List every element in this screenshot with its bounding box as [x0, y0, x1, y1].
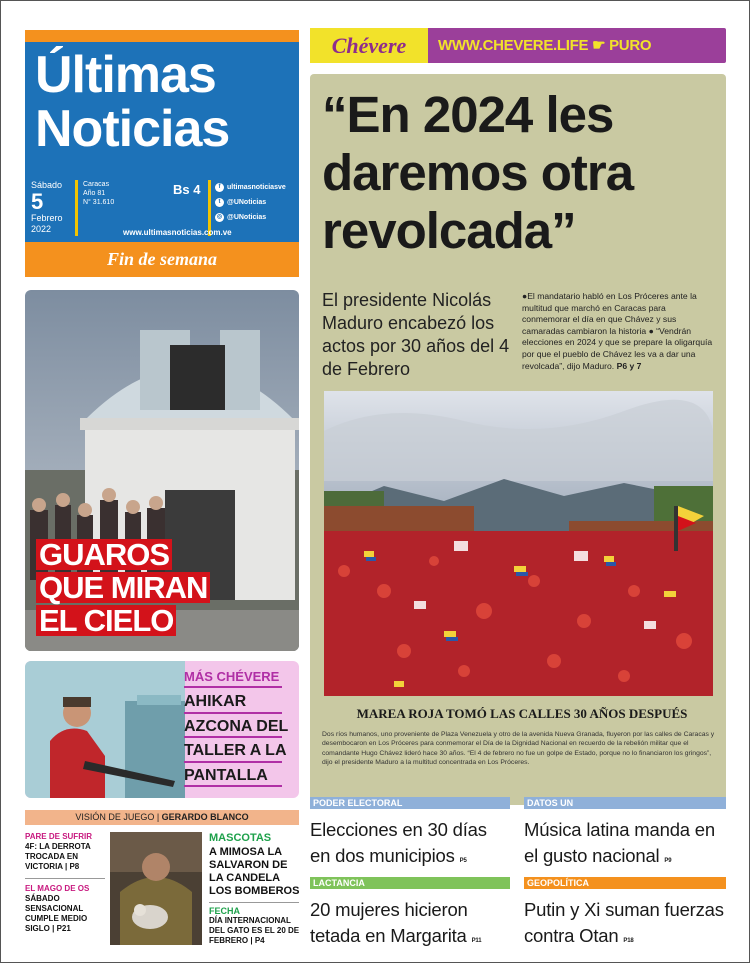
masthead — [25, 42, 299, 242]
brief-kicker: PARE DE SUFRIR — [25, 832, 92, 841]
price: Bs 4 — [173, 182, 201, 197]
chevere-tagline: WWW.CHEVERE.LIFE ☛ PURO — [438, 37, 652, 54]
headline-line: AHIKAR — [184, 693, 247, 710]
social-links — [215, 180, 286, 225]
section-label: Fin de semana — [25, 242, 299, 277]
divider — [209, 902, 299, 903]
mas-chevere-underline — [184, 686, 282, 688]
page-ref: P18 — [623, 938, 634, 944]
weekday: Sábado — [31, 180, 63, 190]
mascotas-headline[interactable]: A MIMOSA LA SALVARON DE LA CANDELA LOS BOMBEROS — [209, 846, 300, 897]
fecha-text[interactable]: DÍA INTERNACIONAL DEL GATO ES EL 20 DE FEBRERO | P4 — [209, 916, 300, 945]
month: Febrero — [31, 213, 63, 223]
fecha-kicker: FECHA — [209, 906, 240, 916]
mas-chevere-rule — [184, 712, 282, 714]
brief-text: SÁBADO SENSACIONAL CUMPLE MEDIO SIGLO — [25, 894, 88, 933]
headline-line3: EL CIELO — [36, 605, 176, 636]
main-headline[interactable]: “En 2024 les daremos otra revolcada” — [322, 86, 634, 259]
section-bar — [310, 877, 510, 889]
rally-crowd-image — [324, 391, 713, 696]
mas-chevere-rule — [184, 785, 282, 787]
issue-date — [31, 180, 63, 235]
brief-page: P8 — [69, 862, 80, 871]
firefighter-cat-image — [110, 832, 202, 945]
section-bar — [524, 797, 726, 809]
mas-chevere-headline[interactable] — [184, 690, 296, 788]
brief-headline[interactable] — [524, 817, 726, 874]
section-label: GEOPOLÍTICA — [527, 878, 590, 888]
main-deck: El presidente Nicolás Maduro encabezó los actos por 30 años del 4 de Febrero — [322, 290, 510, 379]
column-label: VISIÓN DE JUEGO — [75, 812, 155, 822]
twitter-handle: @UNoticias — [227, 199, 267, 206]
masthead-top-bar — [25, 30, 299, 42]
brief-item[interactable]: PARE DE SUFRIR 4F: LA DERROTA TROCADA EN VICTORIA | P8 — [25, 832, 105, 872]
brief-page: P21 — [56, 924, 71, 933]
fecha-body: DÍA INTERNACIONAL DEL GATO ES EL 20 DE FEBRERO — [209, 916, 300, 945]
brief-headline[interactable] — [524, 897, 726, 954]
twitter-link[interactable] — [215, 195, 286, 210]
day: 5 — [31, 189, 44, 214]
section-bar — [310, 797, 510, 809]
instagram-link[interactable] — [215, 210, 286, 225]
instagram-icon: ◎ — [216, 213, 223, 220]
main-photo-caption: Dos ríos humanos, uno proveniente de Plaza Venezuela y otro de la avenida Nueva Granada, fluyeron por las calles de Caracas y desembocaron en Los Próceres para conmemorar el Día de la Dignidad Nacional en recuerdo de la rebelión militar que el comandante Hugo Chávez lideró hace 30 años. “El 4 de febrero no fue un golpe de Estado, porque no lo financiaron los gringos”, dijo el presidente Maduro a la multitud concentrada en Los Próceres. — [322, 731, 715, 767]
section-bar — [524, 877, 726, 889]
headline-text: Música latina manda en el gusto nacional — [524, 819, 715, 866]
headline-text: 20 mujeres hicieron tetada en Margarita — [310, 899, 468, 946]
headline-line: PANTALLA — [184, 766, 268, 784]
main-photo-caption-title: MAREA ROJA TOMÓ LAS CALLES 30 AÑOS DESPUÉS — [356, 706, 688, 721]
headline-line: TALLER A LA — [184, 742, 287, 759]
section-label: PODER ELECTORAL — [313, 798, 403, 808]
divider — [25, 878, 105, 879]
chevere-banner[interactable] — [310, 28, 726, 63]
mas-chevere-rule — [184, 761, 282, 763]
mas-chevere-label: MÁS CHÉVERE — [184, 669, 280, 684]
brief-kicker: EL MAGO DE OS — [25, 884, 90, 893]
logo-line2: Noticias — [35, 100, 230, 158]
issue-number: N° 31.610 — [83, 199, 115, 206]
mas-chevere-rule — [184, 736, 282, 738]
chevere-logo: Chévere — [310, 28, 428, 63]
brief-text: 4F: LA DERROTA TROCADA EN VICTORIA — [25, 842, 91, 871]
column-author: GERARDO BLANCO — [161, 812, 249, 822]
main-summary — [522, 291, 716, 372]
newspaper-logo[interactable] — [35, 48, 229, 156]
headline-line: AZCONA DEL — [184, 717, 289, 735]
issue-info — [83, 180, 114, 207]
observatory-headline[interactable] — [36, 539, 256, 638]
headline-text: Elecciones en 30 días en dos municipios — [310, 819, 487, 866]
divider — [75, 180, 78, 236]
year: 2022 — [31, 224, 52, 234]
facebook-handle: ultimasnoticiasve — [227, 184, 286, 191]
section-label: LACTANCIA — [313, 878, 365, 888]
page-ref: P5 — [459, 858, 467, 864]
brief-headline[interactable] — [310, 817, 510, 874]
brief-item[interactable]: EL MAGO DE OS SÁBADO SENSACIONAL CUMPLE MEDIO SIGLO | P21 — [25, 884, 105, 934]
facebook-icon: f — [215, 183, 224, 192]
actor-photo — [25, 661, 185, 798]
website-url[interactable]: www.ultimasnoticias.com.ve — [123, 228, 232, 237]
cat-photo[interactable] — [110, 832, 202, 945]
instagram-handle: @UNoticias — [227, 214, 267, 221]
vision-de-juego-bar[interactable]: VISIÓN DE JUEGO | GERARDO BLANCO — [25, 810, 299, 825]
twitter-icon: t — [215, 198, 224, 207]
logo-line1: Últimas — [35, 46, 216, 104]
summary-text: ●El mandatario habló en Los Próceres ante la multitud que marchó en Caracas para conmemorar el día en que Chávez y sus camaradas cambiaron la historia ● “Vendrán elecciones en 2024 y que se prepare la oligarquía por que el pueblo de Chávez les va a dar una revolcada”, dijo Maduro. — [522, 291, 713, 371]
page-ref: P11 — [471, 938, 482, 944]
city: Caracas — [83, 181, 110, 188]
headline-line1: GUAROS — [36, 539, 172, 570]
brief-headline[interactable] — [310, 897, 510, 954]
section-label: DATOS UN — [527, 798, 574, 808]
fecha-page: P4 — [254, 936, 265, 945]
facebook-link[interactable] — [215, 180, 286, 195]
summary-page-ref: P6 y 7 — [616, 360, 642, 371]
headline-text: Putin y Xi suman fuerzas contra Otan — [524, 899, 724, 946]
page-ref: P9 — [664, 858, 672, 864]
volume: Año 81 — [83, 190, 106, 197]
main-photo — [324, 391, 713, 696]
headline-line2: QUE MIRAN — [36, 572, 210, 603]
mascotas-kicker: MASCOTAS — [209, 832, 272, 844]
